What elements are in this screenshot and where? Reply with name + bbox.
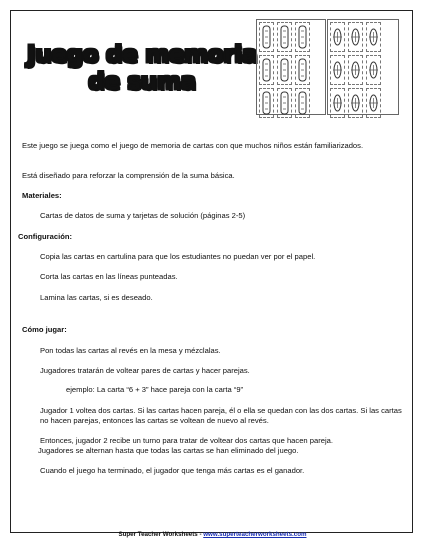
card-back-icon	[350, 90, 361, 116]
card-thumbnail	[295, 88, 310, 118]
play-item-4: Entonces, jugador 2 recibe un turno para tratar de voltear dos cartas que hacen pareja.	[40, 436, 333, 445]
card-icon	[261, 24, 272, 50]
card-thumbnail	[259, 55, 274, 85]
play-item-2: Jugadores tratarán de voltear pares de cartas y hacer parejas.	[40, 366, 250, 375]
card-back-thumbnail	[330, 88, 345, 118]
card-thumbnail	[259, 88, 274, 118]
card-back-thumbnail	[348, 88, 363, 118]
card-back-thumbnail	[348, 22, 363, 52]
card-back-thumbnail	[330, 22, 345, 52]
card-back-icon	[368, 90, 379, 116]
card-back-thumbnail	[366, 88, 381, 118]
intro-paragraph-2: Está diseñado para reforzar la comprensión de la suma básica.	[22, 171, 235, 180]
play-item-1: Pon todas las cartas al revés en la mesa y mézclalas.	[40, 346, 221, 355]
card-back-icon	[332, 24, 343, 50]
card-thumbnail	[295, 22, 310, 52]
card-back-icon	[332, 90, 343, 116]
card-thumbnail	[295, 55, 310, 85]
play-item-3: Jugador 1 voltea dos cartas. Si las cartas hacen pareja, él o ella se quedan con las dos cartas. Si las cartas no hacen parejas, entonces las cartas se voltean de nuevo al revés.	[40, 406, 402, 425]
title-line-2: de suma	[88, 69, 196, 95]
footer-link[interactable]: www.superteacherworksheets.com	[203, 531, 307, 538]
materials-heading: Materiales:	[22, 191, 62, 200]
card-icon	[261, 90, 272, 116]
card-back-thumbnail	[330, 55, 345, 85]
card-grid-vertical-cards	[259, 22, 310, 118]
card-thumbnail	[277, 55, 292, 85]
footer	[0, 531, 425, 538]
card-icon	[297, 90, 308, 116]
card-back-icon	[368, 24, 379, 50]
card-grid-back-cards	[330, 22, 381, 118]
setup-item-3: Lamina las cartas, si es deseado.	[40, 293, 153, 302]
setup-item-1: Copia las cartas en cartulina para que los estudiantes no puedan ver por el papel.	[40, 252, 316, 261]
card-icon	[297, 24, 308, 50]
intro-paragraph-1: Este juego se juega como el juego de memoria de cartas con que muchos niños están familiarizados.	[22, 141, 364, 150]
footer-separator: -	[197, 531, 204, 538]
play-item-5: Jugadores se alternan hasta que todas las cartas se han eliminado del juego.	[38, 446, 299, 455]
page-title	[22, 42, 262, 96]
footer-brand: Super Teacher Worksheets	[118, 531, 198, 538]
setup-item-2: Corta las cartas en las líneas punteadas.	[40, 272, 178, 281]
card-thumbnail	[259, 22, 274, 52]
card-icon	[297, 57, 308, 83]
card-thumbnail	[277, 88, 292, 118]
card-icon	[279, 90, 290, 116]
card-icon	[279, 57, 290, 83]
card-back-thumbnail	[366, 55, 381, 85]
card-back-icon	[350, 57, 361, 83]
card-thumbnail	[277, 22, 292, 52]
card-back-thumbnail	[348, 55, 363, 85]
card-icon	[261, 57, 272, 83]
card-back-thumbnail	[366, 22, 381, 52]
play-heading: Cómo jugar:	[22, 325, 67, 334]
play-example: ejemplo: La carta “6 + 3” hace pareja con la carta “9”	[66, 385, 244, 394]
title-line-1: Juego de memoria	[26, 42, 258, 68]
card-icon	[279, 24, 290, 50]
materials-item: Cartas de datos de suma y tarjetas de solución (páginas 2-5)	[40, 211, 246, 220]
setup-heading: Configuración:	[18, 232, 72, 241]
card-back-icon	[368, 57, 379, 83]
play-item-6: Cuando el juego ha terminado, el jugador que tenga más cartas es el ganador.	[40, 466, 305, 475]
card-back-icon	[350, 24, 361, 50]
card-back-icon	[332, 57, 343, 83]
